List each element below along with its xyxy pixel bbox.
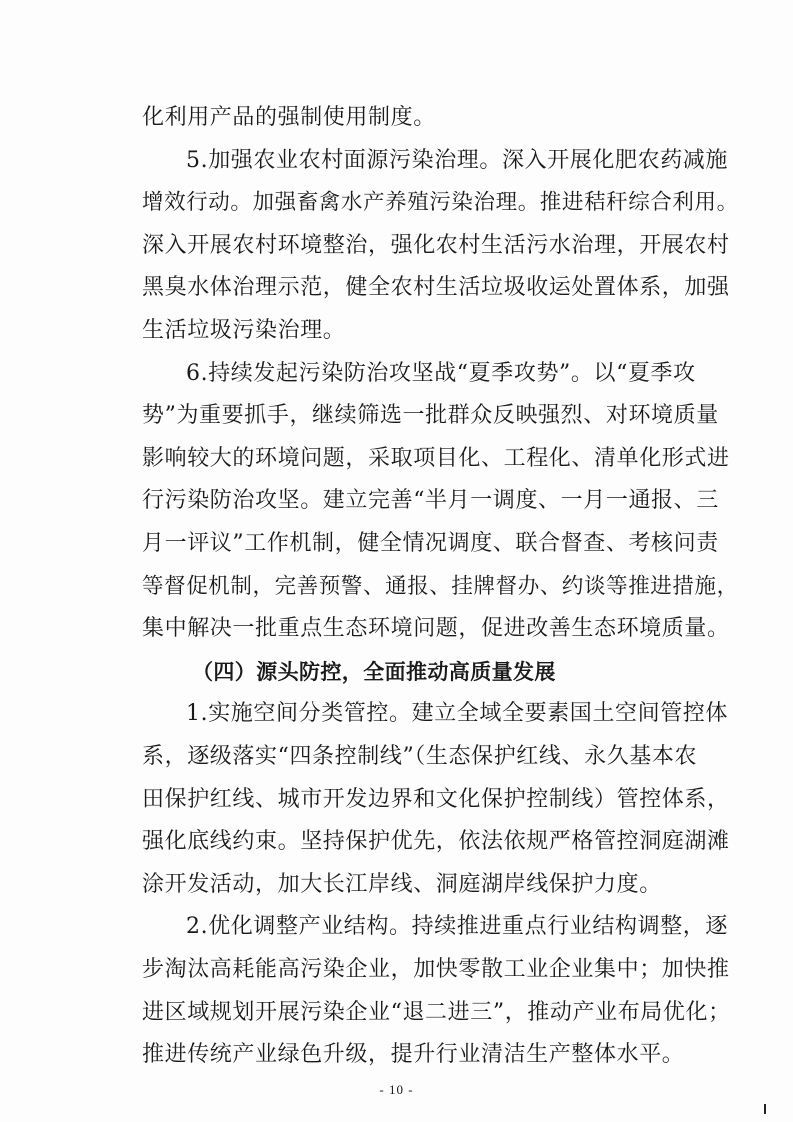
text-line: 田保护红线、城市开发边界和文化保护控制线）管控体系， [142,787,730,812]
text-line: 推进传统产业绿色升级，提升行业清洁生产整体水平。 [142,1042,685,1067]
text-line: 行污染防治攻坚。建立完善“半月一调度、一月一通报、三 [142,488,719,513]
text-line: 步淘汰高耗能高污染企业，加快零散工业企业集中；加快推 [142,957,730,982]
text-line: 化利用产品的强制使用制度。 [142,105,436,130]
text-line: 增效行动。加强畜禽水产养殖污染治理。推进秸秆综合利用。 [142,190,739,215]
page-number: - 10 - [379,1082,414,1097]
paragraph-6-start: 6.持续发起污染防治攻坚战“夏季攻势”。以“夏季攻 [186,361,696,386]
text-line: 影响较大的环境问题，采取项目化、工程化、清单化形式进 [142,446,730,471]
section-heading: （四）源头防控，全面推动高质量发展 [192,660,556,684]
text-line: 强化底线约束。坚持保护优先，依法依规严格管控洞庭湖滩 [142,829,730,854]
text-line: 势”为重要抓手，继续筛选一批群众反映强烈、对环境质量 [142,403,719,428]
paragraph-2-start: 2.优化调整产业结构。持续推进重点行业结构调整，逐 [186,914,728,939]
text-line: 系，逐级落实“四条控制线”（生态保护红线、永久基本农 [142,744,698,769]
text-line: 集中解决一批重点生态环境问题，促进改善生态环境质量。 [142,616,730,641]
scan-corner-mark [764,1104,766,1114]
text-line: 黑臭水体治理示范，健全农村生活垃圾收运处置体系，加强 [142,275,730,300]
text-line: 月一评议”工作机制，健全情况调度、联合督查、考核问责 [142,531,719,556]
text-line: 进区域规划开展污染企业“退二进三”，推动产业布局优化； [142,1000,731,1025]
paragraph-5-start: 5.加强农业农村面源污染治理。深入开展化肥农药减施 [186,148,728,173]
text-line: 生活垃圾污染治理。 [142,318,346,343]
text-line: 等督促机制，完善预警、通报、挂牌督办、约谈等推进措施， [142,574,739,599]
text-line: 深入开展农村环境整治，强化农村生活污水治理，开展农村 [142,233,730,258]
paragraph-1-start: 1.实施空间分类管控。建立全域全要素国土空间管控体 [186,701,728,726]
text-line: 涂开发活动，加大长江岸线、洞庭湖岸线保护力度。 [142,872,662,897]
